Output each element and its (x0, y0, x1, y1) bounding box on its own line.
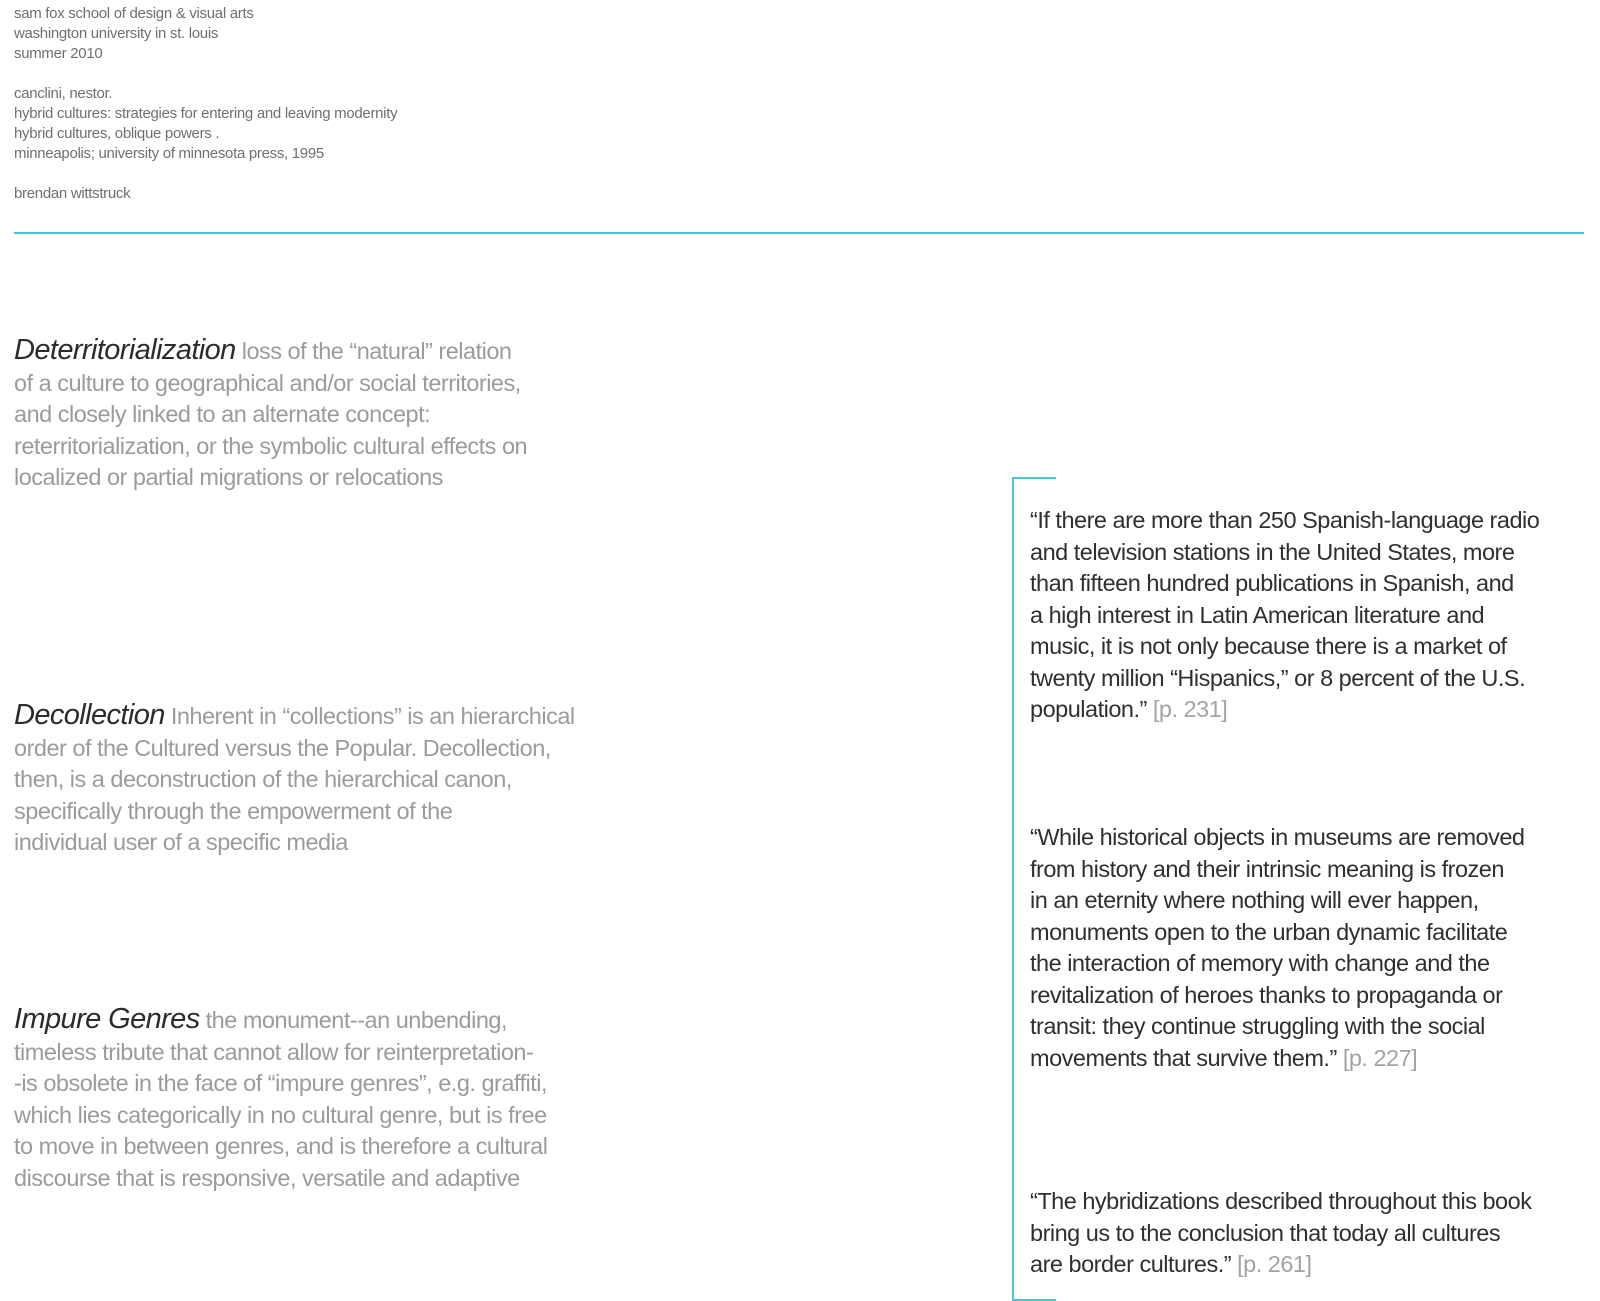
citation-author: canclini, nestor. (14, 85, 113, 102)
quote-text: transit: they continue struggling with the social (1030, 1013, 1485, 1039)
page-citation: [p. 227] (1342, 1044, 1418, 1071)
quote-text: monuments open to the urban dynamic facilitate (1030, 918, 1508, 945)
quote-text: from history and their intrinsic meaning is frozen (1030, 855, 1504, 882)
quote-spanish-media (1030, 505, 1600, 726)
definition-text: localized or partial migrations or relocations (14, 464, 443, 490)
definition-text: which lies categorically in no cultural genre, but is free (14, 1101, 547, 1128)
definition-text: specifically through the empowerment of the (14, 797, 453, 824)
quote-text: movements that survive them.” (1030, 1044, 1337, 1071)
definition-text: discourse that is responsive, versatile and adaptive (14, 1164, 520, 1191)
definition-text: -is obsolete in the face of “impure genres”, e.g. graffiti, (14, 1070, 548, 1096)
author-name: brendan wittstruck (14, 185, 131, 202)
quote-text: “The hybridizations described throughout this book (1030, 1188, 1532, 1214)
definition-text: then, is a deconstruction of the hierarchical canon, (14, 766, 512, 792)
header-block (14, 4, 397, 204)
definition-text: order of the Cultured versus the Popular. Decollection, (14, 734, 551, 761)
definition-text: reterritorialization, or the symbolic cultural effects on (14, 432, 528, 459)
page-citation: [p. 231] (1152, 696, 1228, 722)
term-date: summer 2010 (14, 45, 103, 62)
quote-text: twenty million “Hispanics,” or 8 percent of the U.S. (1030, 664, 1526, 691)
citation-title: hybrid cultures: strategies for entering and leaving modernity (14, 105, 398, 122)
page-citation: [p. 261] (1237, 1251, 1312, 1277)
quote-text: “While historical objects in museums are removed (1030, 824, 1525, 850)
definition-text: of a culture to geographical and/or social territories, (14, 369, 521, 396)
definition-text: Inherent in “collections” is an hierarchical (170, 703, 575, 729)
quote-text: than fifteen hundred publications in Spanish, and (1030, 570, 1514, 596)
quote-monuments (1030, 822, 1600, 1074)
quote-text: are border cultures.” (1030, 1251, 1232, 1277)
definition-impure-genres (14, 1004, 614, 1194)
definition-term: Decollection (14, 699, 165, 731)
quote-text: revitalization of heroes thanks to propaganda or (1030, 981, 1503, 1008)
quote-text: a high interest in Latin American literature and (1030, 601, 1485, 628)
quote-text: population.” (1030, 696, 1147, 722)
institution-line: washington university in st. louis (14, 25, 219, 42)
quote-text: bring us to the conclusion that today all cultures (1030, 1219, 1501, 1246)
definition-term: Deterritorialization (14, 334, 236, 366)
institution-line: sam fox school of design & visual arts (14, 5, 254, 22)
definition-term: Impure Genres (14, 1003, 200, 1035)
quote-text: “If there are more than 250 Spanish-language radio (1030, 507, 1540, 533)
definition-deterritorialization (14, 335, 614, 494)
definition-text: and closely linked to an alternate concept: (14, 401, 431, 427)
quote-text: music, it is not only because there is a market of (1030, 633, 1507, 659)
citation-title-alt: hybrid cultures, oblique powers . (14, 125, 220, 142)
quote-border-cultures (1030, 1186, 1600, 1281)
quote-text: and television stations in the United States, more (1030, 538, 1515, 565)
definition-text: individual user of a specific media (14, 829, 348, 855)
definition-decollection (14, 700, 614, 859)
definition-text: timeless tribute that cannot allow for reinterpretation- (14, 1038, 534, 1065)
citation-publisher: minneapolis; university of minnesota press, 1995 (14, 145, 324, 162)
definition-text: to move in between genres, and is therefore a cultural (14, 1133, 548, 1159)
definition-text: loss of the “natural” relation (241, 338, 512, 364)
definition-text: the monument--an unbending, (205, 1007, 508, 1033)
quote-text: in an eternity where nothing will ever happen, (1030, 887, 1479, 913)
header-divider (14, 232, 1584, 234)
quote-text: the interaction of memory with change and the (1030, 950, 1490, 976)
